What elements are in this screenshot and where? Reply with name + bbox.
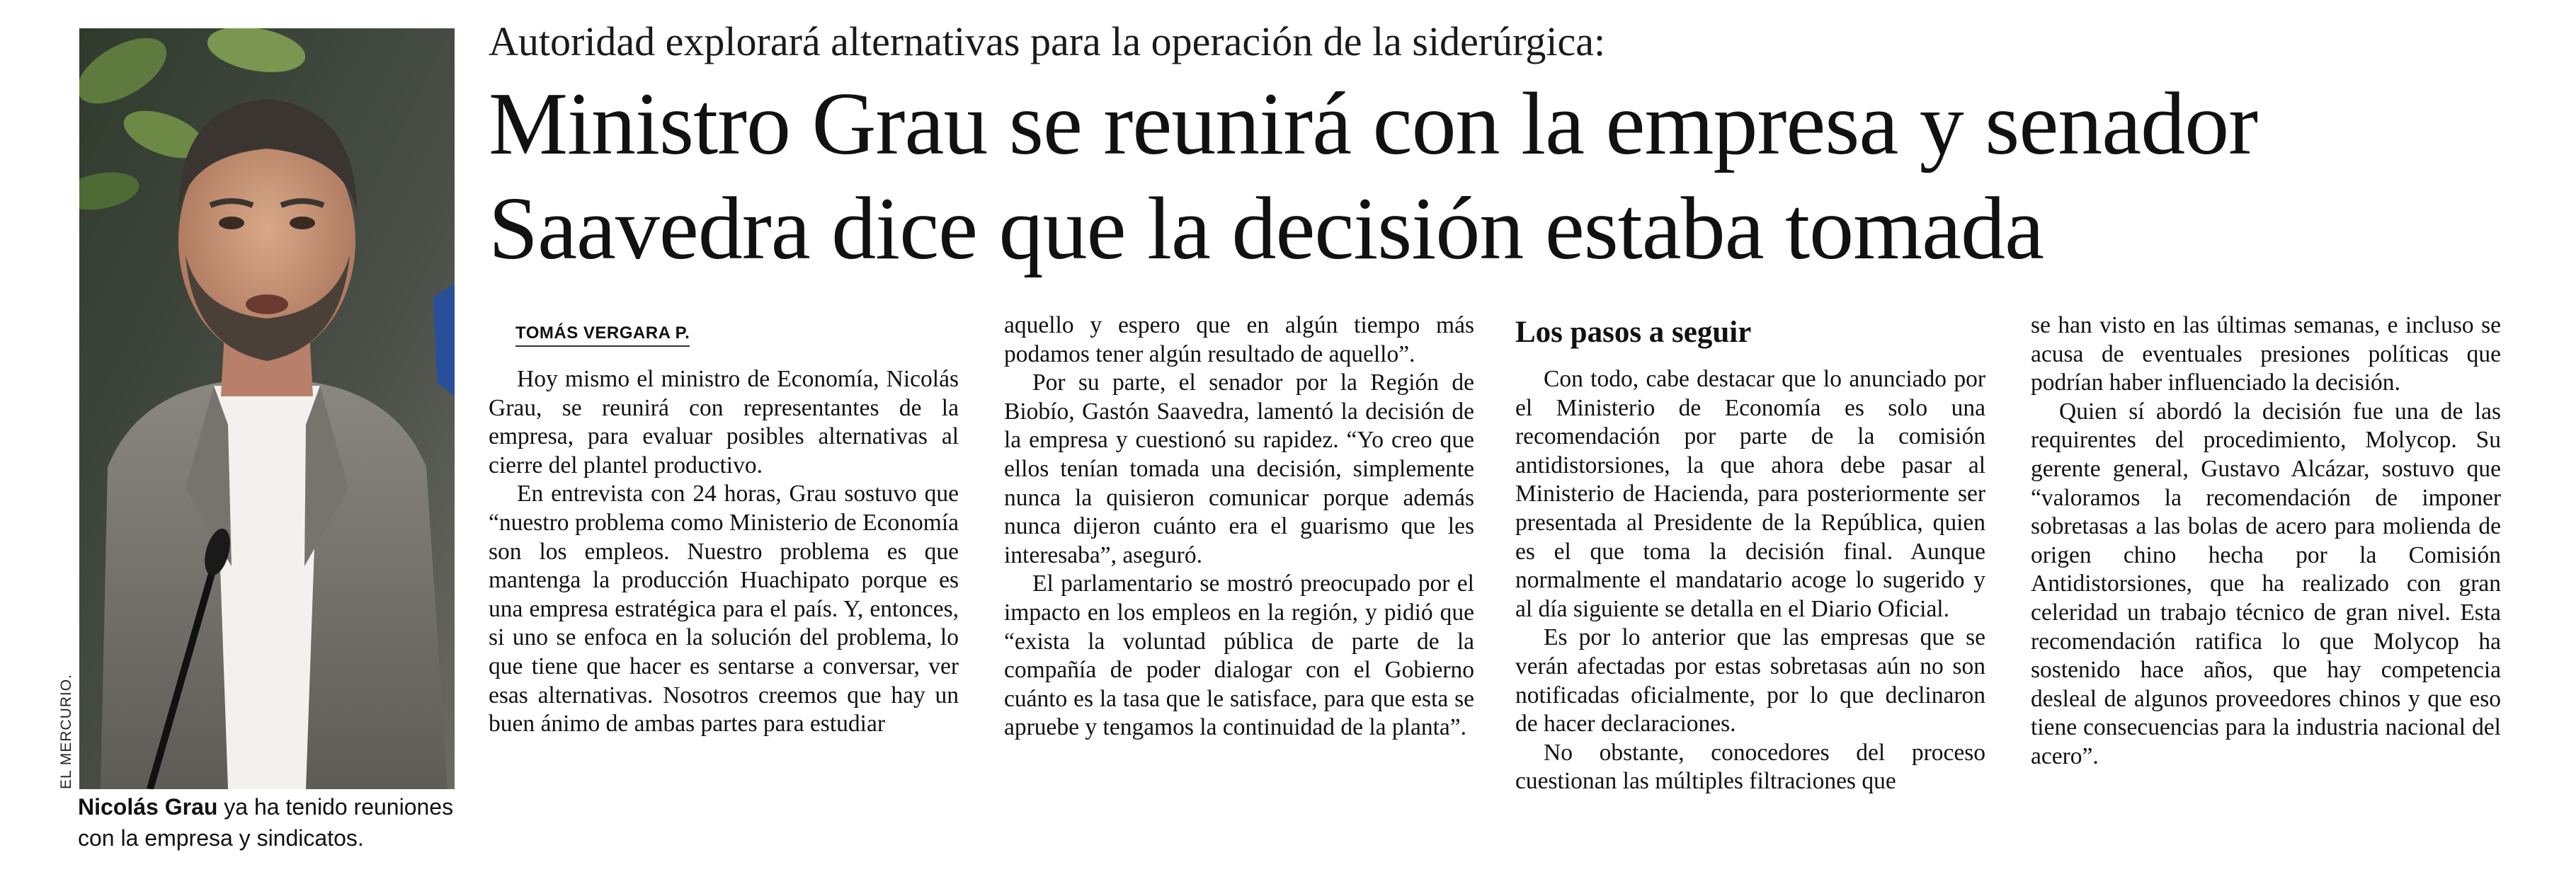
paragraph: No obstante, conocedores del proceso cuestionan las múltiples filtraciones que (1515, 739, 1985, 795)
paragraph: se han visto en las últimas semanas, e incluso se acusa de eventuales presiones políticas que podrían haber influenciado la decisión. (2031, 312, 2501, 396)
photo-caption (78, 791, 474, 854)
kicker: Autoridad explorará alternativas para la operación de la siderúrgica: (489, 18, 1606, 64)
paragraph: Quien sí abordó la decisión fue una de las requirentes del procedimiento, Molycop. Su gerente general, Gustavo Alcázar, sostuvo que “valoramos la recomendación de imponer sobretasas a las bolas de acero para molienda de origen chino hecha por la Comisión Antidistorsiones, que ha realizado con gran celeridad un trabajo técnico de gran nivel. Esta recomendación ratifica lo que Molycop ha sostenido hace años, que hay competencia desleal de algunos proveedores chinos y que eso tiene consecuencias para la industria nacional del acero”. (2031, 398, 2501, 769)
paragraph: En entrevista con 24 horas, Grau sostuvo que “nuestro problema como Ministerio de Economía son los empleos. Nuestro problema es que mantenga la producción Huachipato porque es una empresa estratégica para el país. Y, entonces, si uno se enfoca en la solución del problema, lo que tiene que hacer es sentarse a conversar, ver esas alternativas. Nosotros creemos que hay un buen ánimo de ambas partes para estudiar (489, 481, 959, 737)
article-column-1 (489, 310, 959, 739)
caption-name: Nicolás Grau (78, 794, 218, 820)
headline (489, 72, 2556, 282)
caption-text: ya ha tenido reuniones con la empresa y sindicatos. (78, 794, 454, 851)
paragraph: Hoy mismo el ministro de Economía, Nicolás Grau, se reunirá con representantes de la empresa, para evaluar posibles alternativas al cierre del plantel productivo. (489, 366, 959, 478)
subhead: Los pasos a seguir (1515, 316, 1752, 349)
byline: TOMÁS VERGARA P. (515, 323, 690, 347)
paragraph: Con todo, cabe destacar que lo anunciado por el Ministerio de Economía es solo una recomendación por parte de la comisión antidistorsiones, la que ahora debe pasar al Ministerio de Hacienda, para posteriormente ser presentada al Presidente de la República, quien es el que toma la decisión final. Aunque normalmente el mandatario acoge lo sugerido y al día siguiente se detalla en el Diario Oficial. (1515, 366, 1985, 622)
article-column-2 (1004, 311, 1474, 742)
photo-credit: EL MERCURIO. (58, 674, 74, 789)
paragraph: Es por lo anterior que las empresas que se verán afectadas por estas sobretasas aún no son notificadas oficialmente, por lo que declinaron de hacer declaraciones. (1515, 624, 1985, 737)
headline-line-1: Ministro Grau se reunirá con la empresa y senador (489, 75, 2258, 173)
paragraph: aquello y espero que en algún tiempo más podamos tener algún resultado de aquello”. (1004, 312, 1474, 367)
minister-photo (79, 28, 455, 789)
headline-line-2: Saavedra dice que la decisión estaba tomada (489, 180, 2044, 278)
article-column-3 (1515, 311, 1985, 796)
paragraph: Por su parte, el senador por la Región de Biobío, Gastón Saavedra, lamentó la decisión de la empresa y cuestionó su rapidez. “Yo creo que ellos tenían tomada una decisión, simplemente nunca la quisieron comunicar porque además nunca dijeron cuánto era el guarismo que les interesaba”, aseguró. (1004, 369, 1474, 568)
paragraph: El parlamentario se mostró preocupado por el impacto en los empleos en la región, y pidió que “exista la voluntad pública de parte de la compañía de poder dialogar con el Gobierno cuánto es la tasa que le satisface, para que esta se apruebe y tengamos la continuidad de la planta”. (1004, 570, 1474, 741)
article-column-4 (2031, 311, 2501, 771)
